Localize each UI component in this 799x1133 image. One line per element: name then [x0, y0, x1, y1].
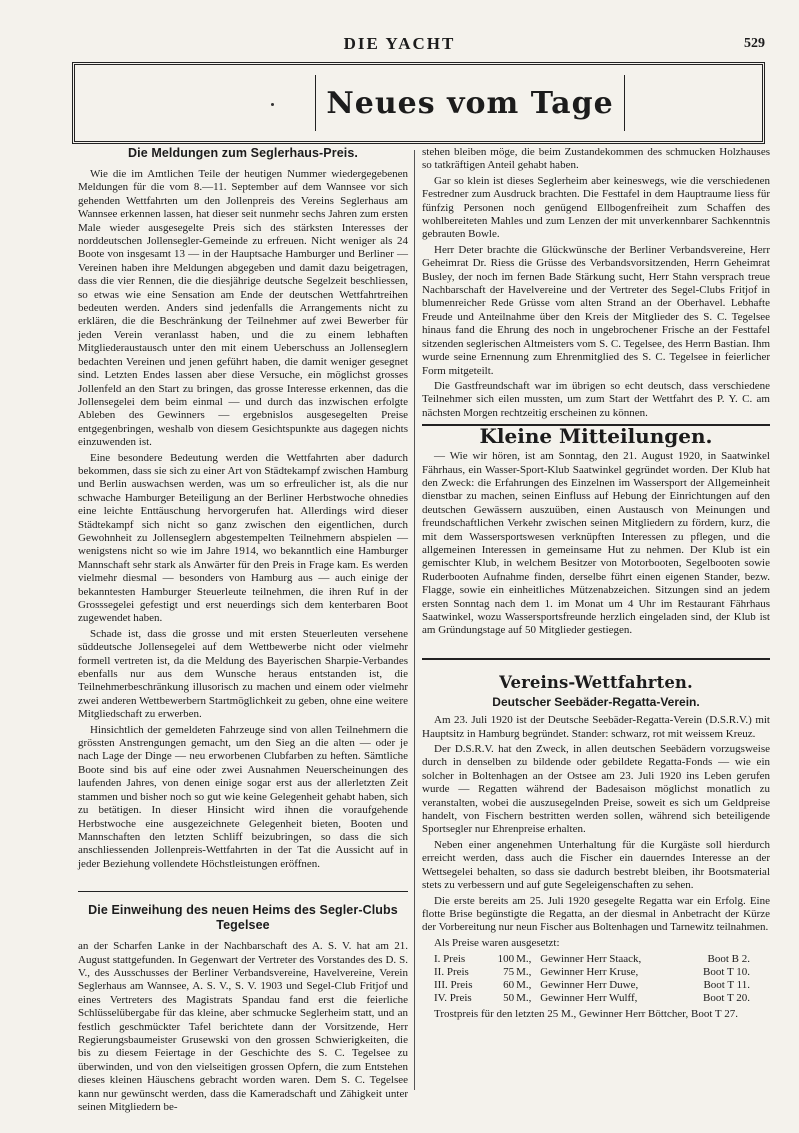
prize-boat: Boot T 11.	[703, 979, 750, 992]
paragraph: Am 23. Juli 1920 ist der Deutsche Seebäder-Regatta-Verein (D.S.R.V.) mit Hauptsitz in Hamburg begründet. Stander: schwarz, rot mit weissem Kreuz.	[422, 714, 770, 740]
section-title-vereins: Vereins-Wettfahrten.	[499, 672, 693, 692]
column-divider	[414, 150, 415, 1090]
right-column	[422, 146, 770, 1024]
paragraph: Schade ist, dass die grosse und mit ersten Steuerleuten versehene süddeutsche Jollensegelei auf dem Wettbewerbe nicht oder vielmehr formell vertreten ist, da die Meldung des Bayerischen Sharpie-Verbandes ebenfalls nur aus dem Wunsche heraus entstanden ist, die Teilnehmerbeschränkung illusorisch zu machen und einem oder vielmehr zwei anderen Wettbewerbern Startmöglichkeit zu geben, ohne eine weitere Mitgliedschaft zu erwerben.	[78, 627, 408, 721]
article-title-seglerhaus: Die Meldungen zum Seglerhaus-Preis.	[128, 146, 358, 160]
running-title: DIE YACHT	[343, 34, 456, 53]
paragraph: Die erste bereits am 25. Juli 1920 gesegelte Regatta war ein Erfolg. Eine flotte Brise begünstigte die Regatta, an der diesmal in Anbetracht der Kürze der Vorbereitung nur neun Fischer aus Boltenhagen und Tarnewitz teilnahmen.	[422, 894, 770, 934]
paragraph: Der D.S.R.V. hat den Zweck, in allen deutschen Seebädern vorzugsweise durch in denselben zu bildende oder gebildete Regatta-Fonds — wie ein solcher in Boltenhagen an der Ostsee am 23. Juli 1920 ins Leben gerufen wurde — Regatten während der Badesaison möglichst monatlich zu veranstalten, wobei die auszusegelnden Preise, soweit es sich um Geldpreise handelt, von Fischern bestritten werden sollen, während sich beteiligende Sportsegler nur Ehrenpreise erhalten.	[422, 743, 770, 836]
prize-rank: II. Preis	[434, 966, 469, 979]
paragraph: Eine besondere Bedeutung werden die Wettfahrten aber dadurch bekommen, dass sie sich zu einer Art von Städtekampf zwischen Hamburg und Berlin auswachsen werden, was um so erfreulicher ist, als die nur schwache Hamburger Beteiligung an der Berliner Herbstwoche ohnedies eine leichte Enttäuschung hervorgerufen hat. Allerdings wird dieser Städtekampf sich nicht so ganz zwischen den eigentlichen, durch Gewohnheit zu Jollenseglern abgestempelten Teilnehmern abspielen — wenigstens nicht so wie im Jahre 1914, wo bekanntlich eine Hamburger Mannschaft sehr stark als Anwärter für den Preis in Frage kam. Es werden vielmehr diesmal — besonders von Hamburg aus — auch einige der bekanntesten Hamburger Steuerleute teilnehmen, die ihren Ruf in der Grosssegelei gefestigt und erst neuerdings sich dem kenterbaren Boot zugewendet haben.	[78, 451, 408, 625]
prize-unit: M.,	[516, 966, 532, 979]
paragraph: Herr Deter brachte die Glückwünsche der Berliner Verbandsvereine, Herr Geheimrat Dr. Riess die Grüsse des Verbandsvorsitzenden, Herrn Geheimrat Busley, der noch im fernen Bade Stärkung sucht, Herr Stahn versprach treue Nachbarschaft der Havelvereine und der Vertreter des Segel-Clubs Fritjof in blumenreicher Rede Grüsse vom alten Strand an der Oberhavel. Lebhafte Freude und Anteilnahme über den Kreis der Mitglieder des S. C. Tegelsee hinaus fand die Ehrung des noch in ungebrochener Frische an der Festtafel sitzenden seglerischen Altmeisters vom S. C. Tegelsee, des Herrn Bastian. Ihm wurde seine Ernennung zum Ehrenmitglied des S. C. Tegelsee in feierlicher Form mitgeteilt.	[422, 243, 770, 377]
prize-amount: 100	[497, 953, 515, 966]
prize-rank: I. Preis	[434, 953, 466, 966]
prizes-intro: Als Preise waren ausgesetzt:	[434, 936, 560, 949]
left-column	[78, 146, 408, 1116]
paragraph: — Wie wir hören, ist am Sonntag, den 21. August 1920, in Saatwinkel Fährhaus, ein Wasser-Sport-Klub Saatwinkel gegründet worden. Der Klub hat den Zweck: die Erfahrungen des Einzelnen im Wassersport der Allgemeinheit dienstbar zu machen, seinen Einfluss auf Hebung der Einrichtungen auf den deutschen Gewässern auszuüben, einen Austausch von Meinungen und freundschaftlichen Verkehr zwischen seinen Mitgliedern zu fördern, kurz, die mit dem Wassersportswesen verknüpften Interessen zu pflegen, und die allgemeinen Interessen in gemeinsame Hut zu nehmen. Der Klub ist ein gemischter Klub, in welchem Besitzer von Motorbooten, Segelbooten sowie Ruderbooten Aufnahme finden, derselbe führt einen eigenen Stander, bezw. Flagge, sowie ein einheitliches Mützenabzeichen. Sitzungen sind an jedem ersten Sonntag nach dem 1. im Monat um 4 Uhr im Restaurant Fährhaus Saatwinkel, wozu Wassersportsfreunde herzlich eingeladen sind, der Klub ist am Gründungstage auf 50 Mitglieder gestiegen.	[422, 450, 770, 637]
prize-rank: IV. Preis	[434, 992, 472, 1005]
paragraph: an der Scharfen Lanke in der Nachbarschaft des A. S. V. hat am 21. August stattgefunden. In Gegenwart der Vertreter des Vorstandes des D. S. V., des Ausschusses der Berliner Verbandsvereine, Havelvereine, Verein Seglerhaus am Wannsee, A. S. V., S. V. 1903 und Segel-Club Fritjof und eines Vertreters des Magistrats Spandau fand erst die feierliche Schlüsselübergabe für das kleine, aber schmucke Seglerheim statt, und an festlich geschmückter Tafel berichtete dann der Vorsitzende, Herr Regierungsbaumeister Grusewski von den grossen Schwierigkeiten, die bis zu diesem Feiertage in der Geschichte des S. C. Tegelsee zu überwinden, und von den vielseitigen grossen Opfern, die zum Entstehen dieses kleinen Häuschens gebracht worden waren. Dem S. C. Tegelsee kann nur gewünscht werden, dass die Kameradschaft und Zähigkeit unter seinen Mitgliedern be-	[78, 940, 408, 1113]
paragraph: Wie die im Amtlichen Teile der heutigen Nummer wiedergegebenen Meldungen für die vom 8.—11. September auf dem Wannsee vor sich gehenden Wettfahrten um den Jollenpreis des Vereins Seglerhaus am Wannsee erkennen lassen, hat dieser seit nunmehr sechs Jahren zum ersten Male wieder ausgesegelte Preis sich des stärksten Interesses der norddeutschen Jollensegler-Gemeinde zu erfreuen. Nicht weniger als 24 Boote von insgesamt 13 — in der Hauptsache Hamburger und Berliner — Vereinen haben ihre Meldungen abgegeben und damit dazu beigetragen, dass die vier Rennen, die die diesjährige deutsche Segelzeit beschliessen, so etwas wie eine Sensation am Ende der deutschen Wettfahrtreihen bedeuten werden. Anders sind jedenfalls die Arrangements nicht zu erklären, die die Beschränkung der Teilnehmer auf zwei Bewerber für jeden Verein veranlasst haben, und die zu einem lebhaften Mitgliederaustausch unter den mit einem Ueberschuss an Jollenseglern bedachten Vereinen und jenen geführt haben, die damit weniger gesegnet sind. Letzten Endes lassen aber diese Versuche, ein möglichst grosses Jollenfeld an den Start zu bringen, das grosse Interesse erkennen, das die Jollensegelei dem beim einmal — und durch das inzwischen erfolgte Ableben des Gewinners — ergebnislos ausgesegelten Preise entgegenbringen, weshalb von diesem Gesichtspunkte aus dagegen nichts einzuwenden ist.	[78, 168, 408, 449]
section-banner	[72, 62, 765, 144]
prize-rank: III. Preis	[434, 979, 473, 992]
prize-unit: M.,	[516, 979, 532, 992]
prize-boat: Boot B 2.	[707, 953, 750, 966]
paragraph: stehen bleiben möge, die beim Zustandekommen des schmucken Holzhauses so tatkräftigen Anteil gehabt haben.	[422, 146, 770, 172]
article-title-tegelsee: Die Einweihung des neuen Heims des Segler-Clubs Tegelsee	[88, 903, 398, 933]
prize-table	[434, 953, 752, 1005]
section-title-kleine: Kleine Mitteilungen.	[479, 424, 713, 449]
paragraph: Trostpreis für den letzten 25 M., Gewinner Herr Böttcher, Boot T 27.	[434, 1008, 738, 1021]
prize-amount: 60	[503, 979, 515, 992]
prize-boat: Boot T 10.	[703, 966, 750, 979]
prize-winner: Gewinner Herr Kruse,	[540, 966, 639, 979]
paragraph: Hinsichtlich der gemeldeten Fahrzeuge sind von allen Teilnehmern die grössten Anstrengungen gemacht, um den Sieg an die alten — oder je nach Lage der Dinge — neu erworbenen Clubfarben zu heften. Sämtliche Boote sind bis auf eine oder zwei Ausnahmen Neuerscheinungen des laufenden Jahres, von denen einige sogar erst aus der allerletzten Zeit stammen und bisher noch so gut wie keine Gelegenheit gehabt haben, sich zu betätigen. In dieser Hinsicht wird ihnen die voraufgehende Herbstwoche eine ausgezeichnete Gelegenheit bieten, Booten und Mannschaften den letzten Schliff beizubringen, so dass die sich anschliessenden Jollenpreis-Wettfahrten in der Tat die Aussicht auf in jeder Beziehung vollendete Höchstleistungen eröffnen.	[78, 723, 408, 870]
prize-unit: M.,	[516, 992, 532, 1005]
table-row	[434, 992, 752, 1005]
divider-rule	[422, 658, 770, 660]
banner-frame	[315, 75, 625, 131]
prize-amount: 75	[503, 966, 515, 979]
paragraph: Die Gastfreundschaft war im übrigen so echt deutsch, dass verschiedene Teilnehmer sich eilen mussten, um zum Start der Wettfahrt des P. Y. C. am nächsten Morgen rechtzeitig erscheinen zu können.	[422, 379, 770, 419]
prize-boat: Boot T 20.	[703, 992, 750, 1005]
subsection-title-dsrv: Deutscher Seebäder-Regatta-Verein.	[492, 694, 700, 709]
page-number: 529	[744, 36, 765, 51]
prize-unit: M.,	[516, 953, 532, 966]
divider-rule	[78, 891, 408, 892]
paragraph: Gar so klein ist dieses Seglerheim aber keineswegs, wie die verschiedenen Festredner zum Ausdruck brachten. Die Festtafel in dem Hauptraume liess für fünfzig Personen noch genügend Ellbogenfreiheit zum Schaffen des wohlbereiteten Mahles und zum Lenzen der mit unverkennbarer Sachkenntnis gebrauten Bowle.	[422, 174, 770, 241]
ornament-dot	[271, 103, 274, 106]
prize-winner: Gewinner Herr Staack,	[540, 953, 642, 966]
table-row	[434, 979, 752, 992]
prize-amount: 50	[503, 992, 515, 1005]
prize-winner: Gewinner Herr Wulff,	[540, 992, 638, 1005]
section-title: Neues vom Tage	[326, 85, 614, 121]
prize-winner: Gewinner Herr Duwe,	[540, 979, 639, 992]
table-row	[434, 966, 752, 979]
paragraph: Neben einer angenehmen Unterhaltung für die Kurgäste soll hierdurch erreicht werden, dass auch die Fischer ein dauerndes Interesse an der Wettsegelei behalten, so dass sie dadurch bestrebt bleiben, ihr Bootsmaterial stets zu verbessern und auf gute Segeleigenschaften zu sehen.	[422, 838, 770, 892]
table-row	[434, 953, 752, 966]
